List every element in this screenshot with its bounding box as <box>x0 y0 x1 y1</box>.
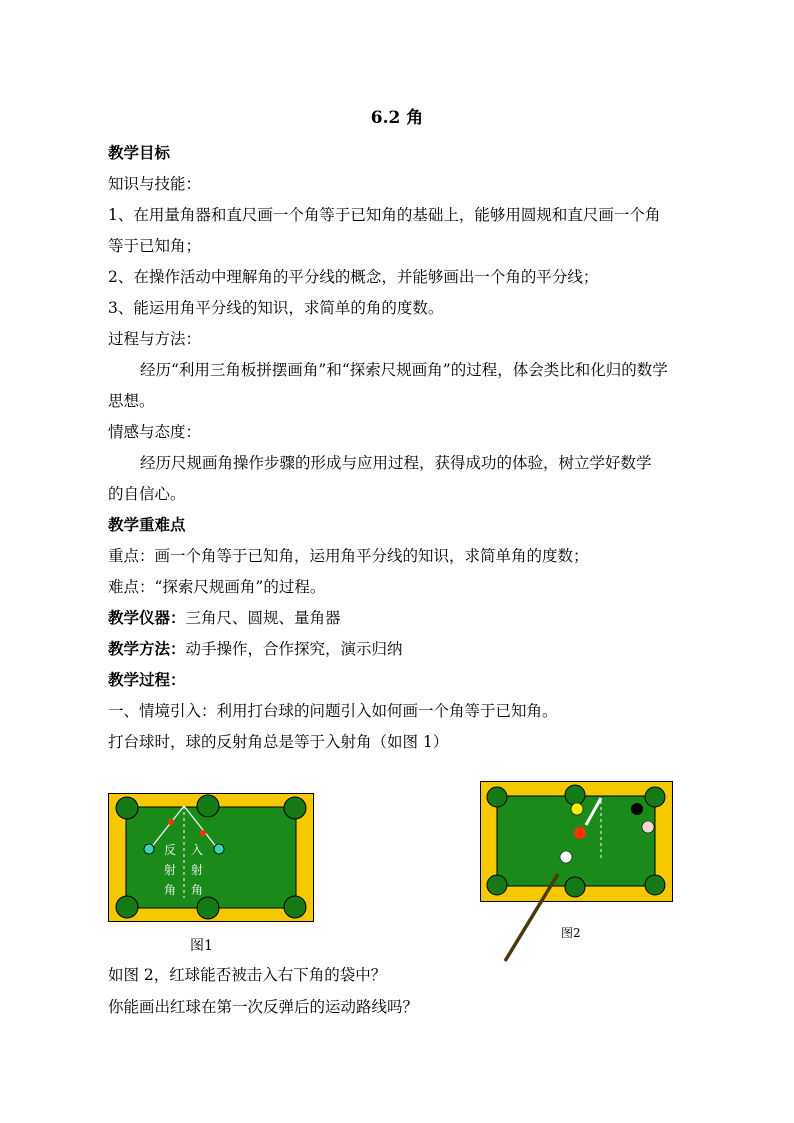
label-incident-2: 射 <box>190 863 204 877</box>
pocket-top-right <box>284 797 306 819</box>
key-heading: 教学重难点 <box>108 515 186 534</box>
pocket-bottom-middle <box>197 897 219 919</box>
difficult-point: 难点：“探索尺规画角”的过程。 <box>108 578 326 596</box>
black-ball <box>631 803 643 815</box>
pocket-bottom-middle <box>565 877 585 897</box>
pocket-top-left <box>487 787 507 807</box>
process-text-a: 经历“利用三角板拼摆画角”和“探索尺规画角”的过程，体会类比和化归的数学 <box>140 361 668 379</box>
knowledge-item-1b: 等于已知角； <box>108 237 202 255</box>
method-line <box>108 638 403 660</box>
question-2: 你能画出红球在第一次反弹后的运动路线吗？ <box>108 998 419 1016</box>
pocket-top-middle <box>197 795 219 817</box>
pocket-top-middle <box>565 785 585 805</box>
method-label: 教学方法： <box>108 639 186 658</box>
red-ball <box>574 827 586 839</box>
pocket-bottom-left <box>487 875 507 895</box>
yellow-ball <box>571 803 583 815</box>
label-incident-1: 入 <box>190 843 204 857</box>
figure-2-caption: 图2 <box>561 926 581 940</box>
tools-value: 三角尺、圆规、量角器 <box>185 609 341 627</box>
knowledge-item-3: 3、能运用角平分线的知识，求简单的角的度数。 <box>108 299 444 317</box>
process-heading: 过程与方法： <box>108 330 202 348</box>
cyan-ball-right <box>214 844 224 854</box>
tools-line <box>108 607 341 629</box>
pocket-top-left <box>116 797 138 819</box>
pocket-bottom-right <box>645 875 665 895</box>
pocket-bottom-left <box>116 896 138 918</box>
objectives-heading: 教学目标 <box>108 143 171 162</box>
figure-1-pool-table <box>108 793 314 923</box>
red-marker-left <box>168 819 174 825</box>
pocket-bottom-right <box>284 896 306 918</box>
label-reflect-3: 角 <box>163 883 177 897</box>
emotion-text-a: 经历尺规画角操作步骤的形成与应用过程，获得成功的体验，树立学好数学 <box>140 454 652 472</box>
label-reflect-2: 射 <box>163 863 177 877</box>
question-1: 如图 2，红球能否被击入右下角的袋中？ <box>108 966 387 984</box>
emotion-heading: 情感与态度： <box>108 423 202 441</box>
process2-heading: 教学过程： <box>108 670 186 689</box>
tools-label: 教学仪器： <box>108 608 186 627</box>
label-incident-3: 角 <box>190 883 204 897</box>
white-cue-ball <box>560 851 572 863</box>
pocket-top-right <box>645 787 665 807</box>
knowledge-item-2: 2、在操作活动中理解角的平分线的概念，并能够画出一个角的平分线； <box>108 268 599 286</box>
red-marker-right <box>200 830 206 836</box>
knowledge-item-1a: 1、在用量角器和直尺画一个角等于已知角的基础上，能够用圆规和直尺画一个角 <box>108 206 661 224</box>
table-felt <box>126 807 296 908</box>
process-text-b: 思想。 <box>108 392 155 410</box>
cyan-ball-left <box>144 844 154 854</box>
page-title: 6.2 角 <box>370 108 424 128</box>
method-value: 动手操作，合作探究，演示归纳 <box>185 640 403 658</box>
label-reflect-1: 反 <box>163 843 177 857</box>
emotion-text-b: 的自信心。 <box>108 485 186 503</box>
figure-1-caption: 图1 <box>190 938 213 954</box>
intro-line-2: 打台球时，球的反射角总是等于入射角（如图 1） <box>108 733 449 751</box>
knowledge-heading: 知识与技能： <box>108 175 202 193</box>
pink-ball <box>642 821 654 833</box>
key-point: 重点：画一个角等于已知角，运用角平分线的知识，求简单角的度数； <box>108 547 589 565</box>
intro-line: 一、情境引入：利用打台球的问题引入如何画一个角等于已知角。 <box>108 702 558 720</box>
